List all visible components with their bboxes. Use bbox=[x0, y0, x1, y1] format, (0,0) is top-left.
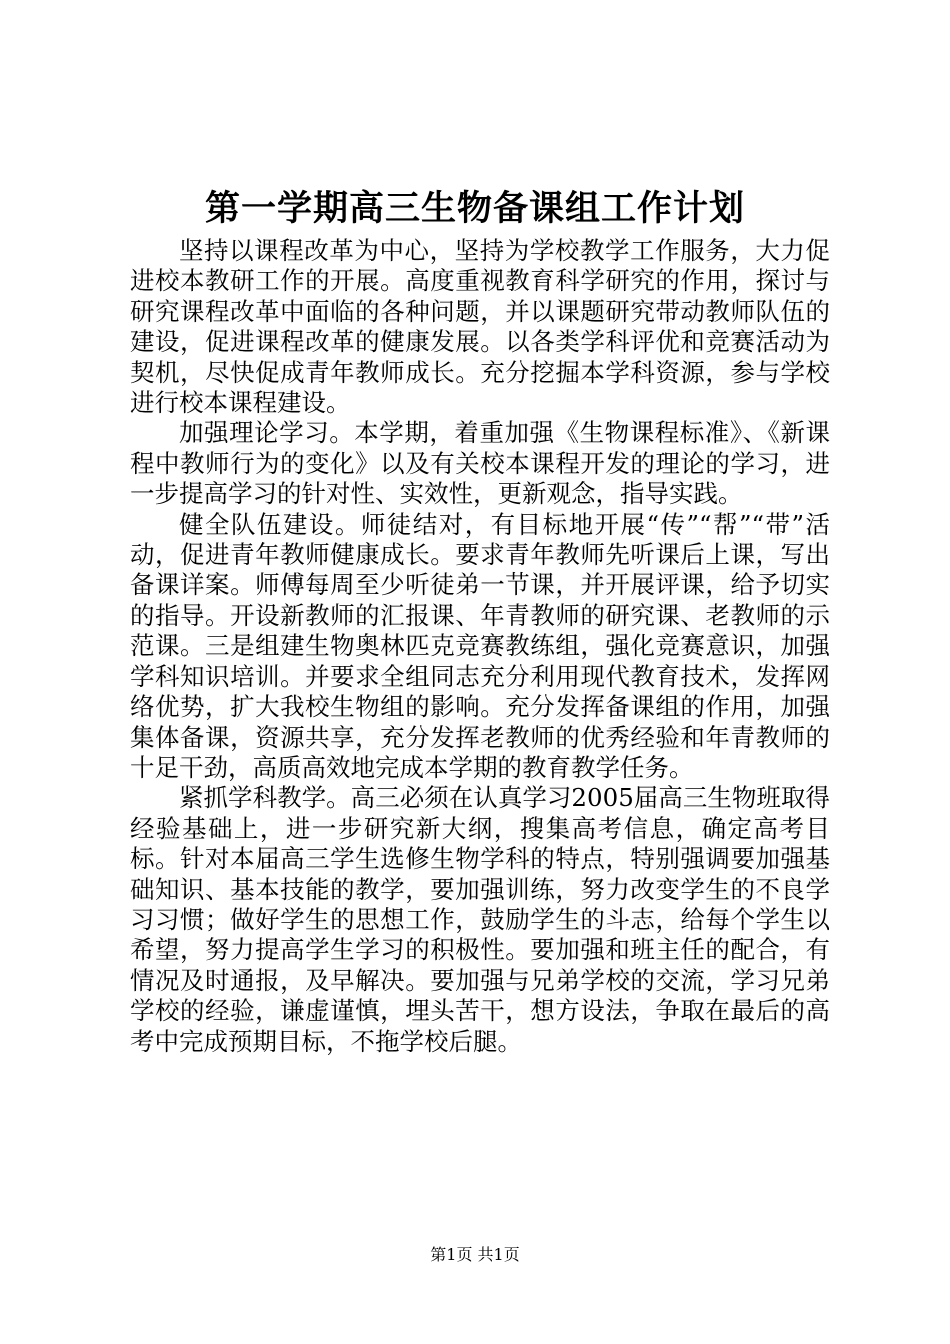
page-footer: 第1页 共1页 bbox=[430, 1245, 520, 1264]
paragraph-subject-teaching: 紧抓学科教学。高三必须在认真学习2005届高三生物班取得经验基础上，进一步研究新大纲，搜集高考信息，确定高考目标。针对本届高三学生选修生物学科的特点，特别强调要加强基础知识、基本技能的教学，要加强训练，努力改变学生的不良学习习惯；做好学生的思想工作，鼓励学生的斗志，给每个学生以希望，努力提高学生学习的积极性。要加强和班主任的配合，有情况及时通报，及早解决。要加强与兄弟学校的交流，学习兄弟学校的经验，谦虚谨慎，埋头苦干，想方设法，争取在最后的高考中完成预期目标，不拖学校后腿。 bbox=[130, 783, 830, 1056]
document-body bbox=[130, 236, 830, 1057]
paragraph-team-building: 健全队伍建设。师徒结对，有目标地开展“传”“帮”“带”活动，促进青年教师健康成长。要求青年教师先听课后上课，写出备课详案。师傅每周至少听徒弟一节课，并开展评课，给予切实的指导。开设新教师的汇报课、年青教师的研究课、老教师的示范课。三是组建生物奥林匹克竞赛教练组，强化竞赛意识，加强学科知识培训。并要求全组同志充分利用现代教育技术，发挥网络优势，扩大我校生物组的影响。充分发挥备课组的作用，加强集体备课，资源共享，充分发挥老教师的优秀经验和年青教师的十足干劲，高质高效地完成本学期的教育教学任务。 bbox=[130, 509, 830, 782]
document-title: 第一学期高三生物备课组工作计划 bbox=[204, 188, 745, 229]
paragraph-intro: 坚持以课程改革为中心，坚持为学校教学工作服务，大力促进校本教研工作的开展。高度重视教育科学研究的作用，探讨与研究课程改革中面临的各种问题，并以课题研究带动教师队伍的建设，促进课程改革的健康发展。以各类学科评优和竞赛活动为契机，尽快促成青年教师成长。充分挖掘本学科资源，参与学校进行校本课程建设。 bbox=[130, 236, 830, 418]
paragraph-theory-study: 加强理论学习。本学期，着重加强《生物课程标准》、《新课程中教师行为的变化》以及有关校本课程开发的理论的学习，进一步提高学习的针对性、实效性，更新观念，指导实践。 bbox=[130, 418, 830, 509]
